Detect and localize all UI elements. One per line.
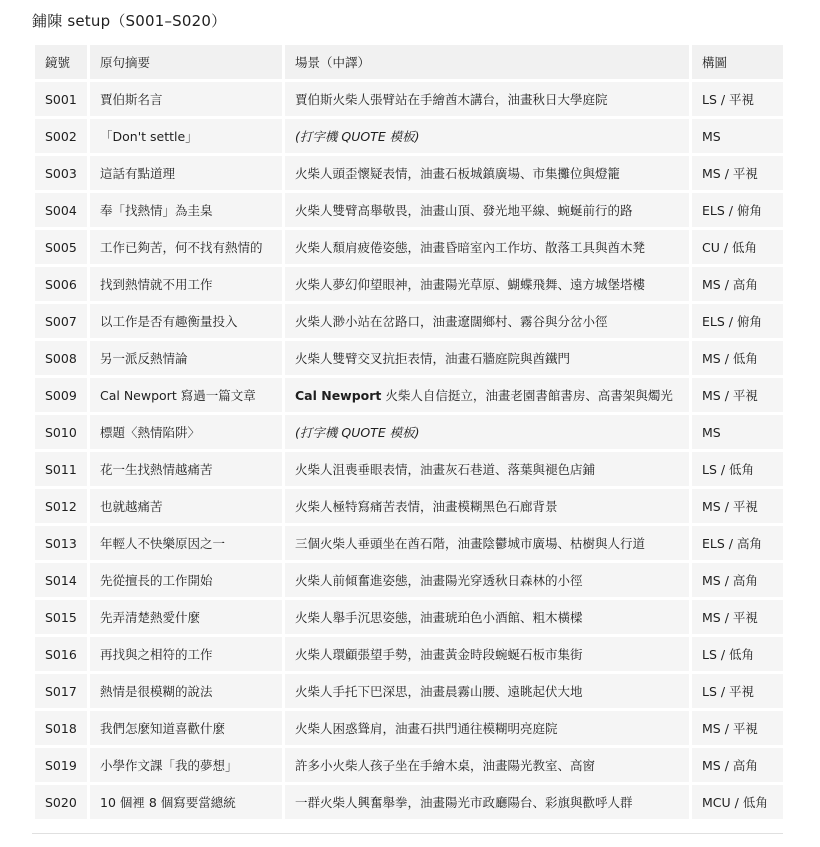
cell-original: 找到熱情就不用工作 — [90, 267, 282, 301]
cell-original: Cal Newport 寫過一篇文章 — [90, 378, 282, 412]
table-row — [35, 304, 783, 338]
cell-composition: LS / 低角 — [692, 637, 783, 671]
cell-composition: MS / 平視 — [692, 711, 783, 745]
cell-scene: (打字機 QUOTE 模板) — [285, 119, 689, 153]
cell-composition: CU / 低角 — [692, 230, 783, 264]
cell-scene: 許多小火柴人孩子坐在手繪木桌，油畫陽光教室、高窗 — [285, 748, 689, 782]
table-header — [35, 45, 783, 79]
table-row — [35, 341, 783, 375]
cell-shot-id: S005 — [35, 230, 87, 264]
cell-shot-id: S002 — [35, 119, 87, 153]
cell-composition: MS / 高角 — [692, 748, 783, 782]
cell-composition: MS / 平視 — [692, 489, 783, 523]
cell-original: 賈伯斯名言 — [90, 82, 282, 116]
table-row — [35, 785, 783, 819]
header-composition: 構圖 — [692, 45, 783, 79]
cell-original: 再找與之相符的工作 — [90, 637, 282, 671]
cell-original: 「Don't settle」 — [90, 119, 282, 153]
cell-scene — [285, 378, 689, 412]
cell-original: 先從擅長的工作開始 — [90, 563, 282, 597]
cell-original: 這話有點道理 — [90, 156, 282, 190]
cell-shot-id: S006 — [35, 267, 87, 301]
cell-scene: 火柴人極特寫痛苦表情，油畫模糊黑色石廊背景 — [285, 489, 689, 523]
cell-composition: MS / 高角 — [692, 563, 783, 597]
cell-scene: 賈伯斯火柴人張臂站在手繪酋木講台，油畫秋日大學庭院 — [285, 82, 689, 116]
cell-shot-id: S004 — [35, 193, 87, 227]
header-scene: 場景（中譯） — [285, 45, 689, 79]
table-row — [35, 711, 783, 745]
cell-scene: 火柴人沮喪垂眼表情，油畫灰石巷道、落葉與褪色店鋪 — [285, 452, 689, 486]
cell-scene: 火柴人頭歪懷疑表情，油畫石板城鎮廣場、市集攤位與燈籠 — [285, 156, 689, 190]
table-row — [35, 637, 783, 671]
table-row — [35, 452, 783, 486]
cell-original: 也就越痛苦 — [90, 489, 282, 523]
table-header-row — [35, 45, 783, 79]
table-row — [35, 600, 783, 634]
cell-shot-id: S015 — [35, 600, 87, 634]
table-row — [35, 489, 783, 523]
cell-composition: LS / 平視 — [692, 82, 783, 116]
cell-original: 先弄清楚熱愛什麼 — [90, 600, 282, 634]
cell-scene: 火柴人手托下巴深思，油畫晨霧山腰、遠眺起伏大地 — [285, 674, 689, 708]
cell-composition: MS / 高角 — [692, 267, 783, 301]
cell-composition: MS — [692, 119, 783, 153]
cell-scene: 火柴人雙臂高舉敬畏，油畫山頂、發光地平線、蜿蜒前行的路 — [285, 193, 689, 227]
cell-original: 以工作是否有趣衡量投入 — [90, 304, 282, 338]
cell-scene: 火柴人舉手沉思姿態，油畫琥珀色小酒館、粗木橫樑 — [285, 600, 689, 634]
cell-scene: 火柴人頹肩疲倦姿態，油畫昏暗室內工作坊、散落工具與酋木凳 — [285, 230, 689, 264]
cell-composition: MS / 平視 — [692, 156, 783, 190]
cell-composition: ELS / 高角 — [692, 526, 783, 560]
cell-shot-id: S019 — [35, 748, 87, 782]
cell-scene: 火柴人環顧張望手勢，油畫黃金時段蜿蜒石板市集街 — [285, 637, 689, 671]
cell-shot-id: S020 — [35, 785, 87, 819]
cell-shot-id: S009 — [35, 378, 87, 412]
shot-table-container — [32, 42, 783, 822]
header-shot-id: 鏡號 — [35, 45, 87, 79]
cell-shot-id: S017 — [35, 674, 87, 708]
table-row — [35, 119, 783, 153]
table-row — [35, 378, 783, 412]
cell-original: 工作已夠苦，何不找有熱情的 — [90, 230, 282, 264]
table-row — [35, 563, 783, 597]
cell-scene: 火柴人夢幻仰望眼神，油畫陽光草原、蝴蝶飛舞、遠方城堡塔樓 — [285, 267, 689, 301]
shot-table — [32, 42, 786, 822]
cell-scene: 火柴人雙臂交叉抗拒表情，油畫石牆庭院與酋鐵門 — [285, 341, 689, 375]
table-row — [35, 526, 783, 560]
scene-lead-name: Cal Newport — [295, 388, 382, 403]
cell-composition: ELS / 俯角 — [692, 304, 783, 338]
cell-scene: 火柴人前傾奮進姿態，油畫陽光穿透秋日森林的小徑 — [285, 563, 689, 597]
cell-original: 小學作文課「我的夢想」 — [90, 748, 282, 782]
table-row — [35, 193, 783, 227]
cell-shot-id: S011 — [35, 452, 87, 486]
cell-scene: 三個火柴人垂頭坐在酋石階，油畫陰鬱城市廣場、枯樹與人行道 — [285, 526, 689, 560]
page-title: 鋪陳 setup（S001–S020） — [32, 12, 227, 30]
cell-composition: LS / 低角 — [692, 452, 783, 486]
table-row — [35, 156, 783, 190]
scene-rest: 火柴人自信挺立，油畫老園書館書房、高書架與燭光 — [381, 388, 673, 403]
cell-original: 花一生找熱情越痛苦 — [90, 452, 282, 486]
cell-composition: MS — [692, 415, 783, 449]
cell-original: 另一派反熱情論 — [90, 341, 282, 375]
cell-shot-id: S018 — [35, 711, 87, 745]
table-row — [35, 267, 783, 301]
cell-original: 我們怎麼知道喜歡什麼 — [90, 711, 282, 745]
cell-shot-id: S016 — [35, 637, 87, 671]
cell-shot-id: S007 — [35, 304, 87, 338]
cell-scene: (打字機 QUOTE 模板) — [285, 415, 689, 449]
cell-scene: 火柴人渺小站在岔路口，油畫遼闊鄉村、霧谷與分岔小徑 — [285, 304, 689, 338]
table-row — [35, 82, 783, 116]
cell-scene: 火柴人困惑聳肩，油畫石拱門通往模糊明亮庭院 — [285, 711, 689, 745]
table-row — [35, 748, 783, 782]
cell-original: 熱情是很模糊的說法 — [90, 674, 282, 708]
cell-shot-id: S008 — [35, 341, 87, 375]
cell-original: 10 個裡 8 個寫要當總統 — [90, 785, 282, 819]
cell-original: 年輕人不快樂原因之一 — [90, 526, 282, 560]
table-row — [35, 674, 783, 708]
cell-scene: 一群火柴人興奮舉拳，油畫陽光市政廳陽台、彩旗與歡呼人群 — [285, 785, 689, 819]
cell-composition: MCU / 低角 — [692, 785, 783, 819]
cell-original: 奉「找熱情」為圭臬 — [90, 193, 282, 227]
bottom-divider — [32, 833, 783, 834]
cell-composition: MS / 平視 — [692, 378, 783, 412]
cell-shot-id: S014 — [35, 563, 87, 597]
cell-original: 標題〈熱情陷阱〉 — [90, 415, 282, 449]
cell-shot-id: S012 — [35, 489, 87, 523]
cell-composition: ELS / 俯角 — [692, 193, 783, 227]
cell-shot-id: S010 — [35, 415, 87, 449]
cell-shot-id: S003 — [35, 156, 87, 190]
table-row — [35, 230, 783, 264]
cell-composition: MS / 低角 — [692, 341, 783, 375]
cell-shot-id: S013 — [35, 526, 87, 560]
cell-composition: LS / 平視 — [692, 674, 783, 708]
cell-composition: MS / 平視 — [692, 600, 783, 634]
table-body — [35, 82, 783, 819]
cell-shot-id: S001 — [35, 82, 87, 116]
header-original: 原句摘要 — [90, 45, 282, 79]
table-row — [35, 415, 783, 449]
